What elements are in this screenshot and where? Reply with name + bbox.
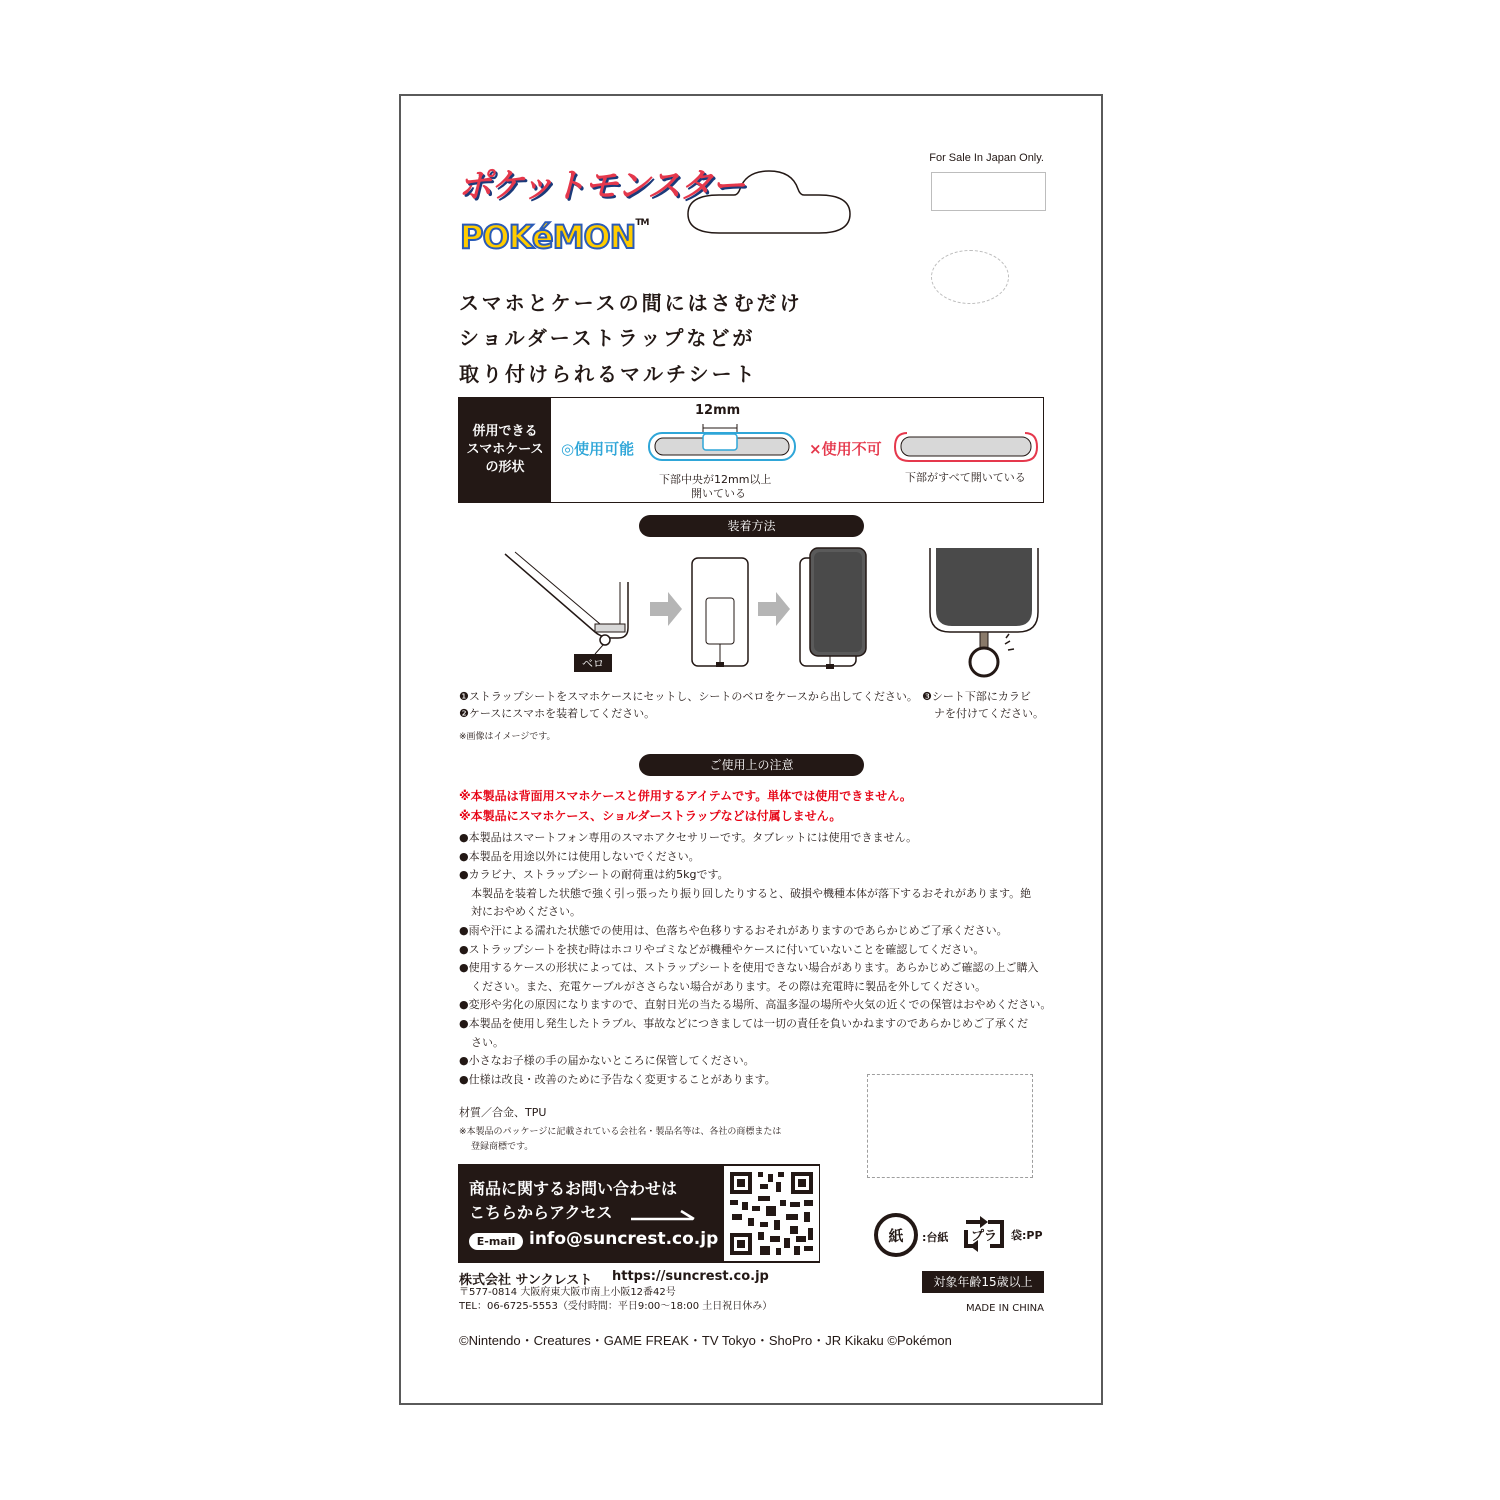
- caution-item: ●雨や汗による濡れた状態での使用は、色落ちや色移りするおそれがありますのであらかじめご了承ください。: [459, 923, 1008, 937]
- cautions-section-title: ご使用上の注意: [639, 754, 864, 776]
- barcode-area: [867, 1074, 1033, 1178]
- unusable-label: ×使用不可: [809, 440, 882, 458]
- usable-case-diagram: [647, 420, 797, 462]
- usable-caption-1: 下部中央が12mm以上: [659, 473, 772, 486]
- caution-item: 本製品を装着した状態で強く引っ張ったり振り回したりすると、破損や機種本体が落下するおそれがあります。絶: [471, 886, 1032, 900]
- opening-width-label: 12mm: [695, 403, 741, 418]
- caution-item: ●使用するケースの形状によっては、ストラップシートを使用できない場合があります。あらかじめご確認の上ご購入: [459, 961, 1039, 975]
- headline-line-1: スマホとケースの間にはさむだけ: [459, 291, 803, 315]
- plastic-recycle-icon: [960, 1212, 1008, 1256]
- email-badge: E-mail: [469, 1233, 523, 1250]
- unusable-caption: 下部がすべて開いている: [905, 471, 1026, 484]
- arrow-icon: [650, 592, 682, 626]
- company-url[interactable]: https://suncrest.co.jp: [612, 1269, 769, 1284]
- tab-label: ベロ: [582, 657, 604, 670]
- pokemon-logo-jp: ポケットモンスター: [458, 166, 744, 206]
- svg-text:紙: 紙: [888, 1227, 904, 1245]
- qr-code-icon[interactable]: [724, 1166, 819, 1261]
- caution-item: さい。: [471, 1035, 504, 1049]
- caution-item: ●カラビナ、ストラップシートの耐荷重は約5kgです。: [459, 868, 729, 882]
- price-label-area: [931, 172, 1046, 211]
- image-note: ※画像はイメージです。: [459, 732, 556, 742]
- install-section-title: 装着方法: [639, 515, 864, 537]
- usable-caption-2: 開いている: [691, 487, 746, 500]
- paper-recycle-icon: [873, 1212, 919, 1258]
- sale-note: For Sale In Japan Only.: [929, 152, 1044, 164]
- install-step-2: ❷ケースにスマホを装着してください。: [459, 707, 656, 720]
- warning-1: ※本製品は背面用スマホケースと併用するアイテムです。単体では使用できません。: [459, 789, 912, 803]
- pokemon-logo-en: POKéMON™: [460, 218, 649, 256]
- install-step-1: ❶ストラップシートをスマホケースにセットし、シートのベロをケースから出してください。: [459, 690, 918, 703]
- compatibility-panel: [458, 397, 1044, 503]
- install-illustration: [500, 542, 1080, 682]
- step1-case-illustration: [505, 552, 628, 672]
- caution-item: ●本製品を使用し発生したトラブル、事故などにつきましては一切の責任を負いかねますのであらかじめご了承くだ: [459, 1016, 1029, 1030]
- unusable-case-diagram: [893, 431, 1039, 463]
- material: 材質／合金、TPU: [459, 1106, 547, 1119]
- install-steps: [459, 688, 918, 722]
- arrow-icon: [758, 592, 790, 626]
- caution-item: ●小さなお子様の手の届かないところに保管してください。: [459, 1054, 755, 1068]
- copyright: ©Nintendo・Creatures・GAME FREAK・TV Tokyo・ShoPro・JR Kikaku ©Pokémon: [459, 1333, 952, 1348]
- contact-email[interactable]: info@suncrest.co.jp: [529, 1229, 719, 1249]
- headline-line-2: ショルダーストラップなどが: [459, 326, 756, 350]
- contact-title: 商品に関するお問い合わせは こちらからアクセス: [469, 1179, 678, 1222]
- plastic-recycle-label: 袋:PP: [1011, 1229, 1043, 1242]
- install-step-3: ❸シート下部にカラビ ナを付けてください。: [922, 690, 1044, 720]
- caution-item: ●変形や劣化の原因になりますので、直射日光の当たる場所、高温多湿の場所や火気の近くでの保管はおやめください。: [459, 998, 1052, 1012]
- headline-line-3: 取り付けられるマルチシート: [459, 362, 758, 386]
- caution-item: ●本製品を用途以外には使用しないでください。: [459, 849, 700, 863]
- age-badge: 対象年齢15歳以上: [922, 1271, 1044, 1293]
- usable-label: ◎使用可能: [561, 440, 635, 458]
- step1-sheet-illustration: [692, 558, 748, 667]
- caution-list: [459, 829, 1052, 1089]
- caution-item: ください。また、充電ケーブルがささらない場合があります。その際は充電時に製品を外してください。: [471, 979, 987, 993]
- svg-text:プラ: プラ: [970, 1229, 998, 1244]
- caution-item: ●仕様は改良・改善のために予告なく変更することがあります。: [459, 1072, 776, 1086]
- caution-item: ●本製品はスマートフォン専用のスマホアクセサリーです。タブレットには使用できません。: [459, 831, 918, 844]
- contact-panel: [458, 1164, 820, 1263]
- caution-item: ●ストラップシートを挟む時はホコリやゴミなどが機種やケースに付いていないことを確認してください。: [459, 942, 985, 956]
- paper-recycle-label: :台紙: [922, 1231, 949, 1244]
- trademark-note: ※本製品のパッケージに記載されている会社名・製品名等は、各社の商標または 登録商標です。: [459, 1127, 782, 1152]
- company-name: 株式会社 サンクレスト: [459, 1273, 593, 1288]
- step2-phone-illustration: [800, 548, 866, 669]
- sticker-area: [931, 250, 1009, 304]
- warning-2: ※本製品にスマホケース、ショルダーストラップなどは付属しません。: [459, 809, 842, 823]
- step3-carabiner-illustration: [930, 548, 1038, 676]
- compatibility-label: 併用できる スマホケース の形状: [459, 398, 551, 502]
- arrow-right-icon: [631, 1209, 697, 1223]
- caution-item: 対におやめください。: [471, 905, 581, 919]
- made-in: MADE IN CHINA: [965, 1303, 1044, 1314]
- company-address: 〒577-0814 大阪府東大阪市南上小阪12番42号 TEL：06-6725-5553（受付時間：平日9:00〜18:00 土日祝日休み）: [459, 1287, 773, 1312]
